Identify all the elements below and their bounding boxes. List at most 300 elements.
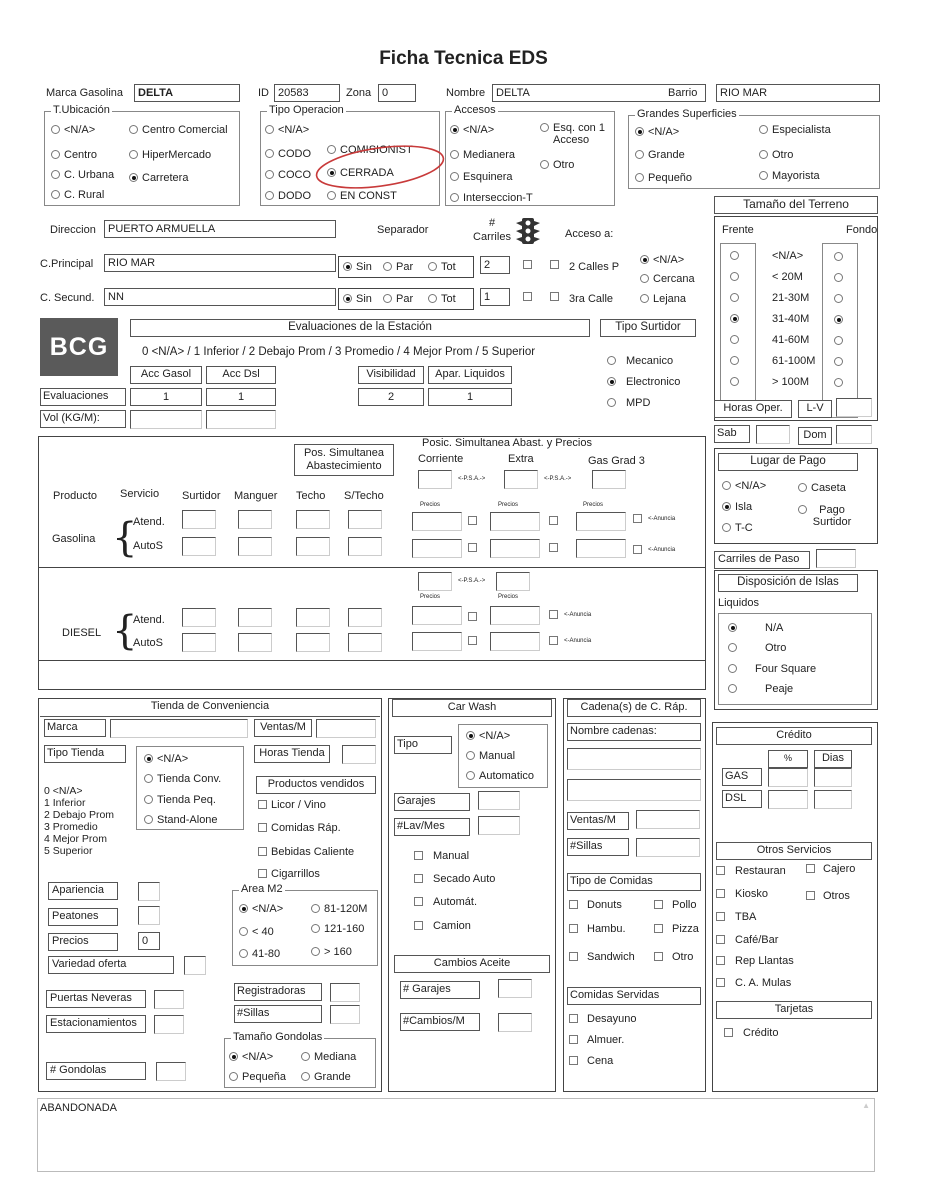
radio-op-en-const[interactable]: EN CONST: [327, 190, 397, 202]
diesel-anuncia-check-2[interactable]: [549, 636, 558, 645]
marca-field[interactable]: DELTA: [134, 84, 240, 102]
gas-manguer-2[interactable]: [238, 537, 272, 556]
otros-title: Otros Servicios: [716, 842, 872, 860]
pago-title: Lugar de Pago: [718, 453, 858, 471]
cambios-field[interactable]: [498, 1013, 532, 1032]
diesel-manguer-2[interactable]: [238, 633, 272, 652]
radio-ubic-carretera[interactable]: Carretera: [129, 172, 188, 184]
tienda-marca-field[interactable]: [110, 719, 248, 738]
radio-gs-na[interactable]: <N/A>: [635, 126, 679, 138]
eval-apar-field[interactable]: 1: [428, 388, 512, 406]
pos-sim-header: Pos. Simultanea Abastecimiento: [294, 444, 394, 476]
sillas-tienda-field[interactable]: [330, 1005, 360, 1024]
radio-op-cerrada[interactable]: CERRADA: [327, 167, 394, 179]
check-cw-camion[interactable]: Camion: [414, 920, 471, 932]
bcg-logo: BCG: [40, 318, 118, 376]
radio-acc-interseccion[interactable]: Interseccion-T: [450, 192, 533, 204]
nombre-cadenas-label: Nombre cadenas:: [567, 723, 701, 741]
gas-precio-2b[interactable]: [490, 539, 540, 558]
credito-title: Crédito: [716, 727, 872, 745]
dsl-credito-label: DSL: [722, 790, 762, 808]
evaluaciones-label: Evaluaciones: [40, 388, 126, 406]
page-title: Ficha Tecnica EDS: [379, 48, 548, 69]
gas-check-2b[interactable]: [549, 543, 558, 552]
precios-field[interactable]: 0: [138, 932, 160, 950]
radio-gond-na[interactable]: <N/A>: [229, 1051, 273, 1063]
handwritten-circle: [310, 142, 450, 192]
check-cw-secado[interactable]: Secado Auto: [414, 873, 495, 885]
dsl-pct-field[interactable]: [768, 790, 808, 809]
cadena-ventas-label: Ventas/M: [567, 812, 629, 830]
gas-techo-2[interactable]: [296, 537, 330, 556]
registradoras-field[interactable]: [330, 983, 360, 1002]
nombre-cadena-field-2[interactable]: [567, 779, 701, 801]
radio-op-na[interactable]: <N/A>: [265, 124, 309, 136]
gas-surtidor-2[interactable]: [182, 537, 216, 556]
aceite-garajes-field[interactable]: [498, 979, 532, 998]
check-cajero[interactable]: Cajero: [806, 863, 855, 875]
cadena-sillas-field[interactable]: [636, 838, 700, 857]
checkbox-principal-2[interactable]: [550, 260, 559, 269]
terreno-row-41-60[interactable]: 41-60M: [730, 334, 854, 346]
precios-label-1: Precios: [420, 502, 441, 508]
psa-top-2[interactable]: [504, 470, 538, 489]
check-desayuno[interactable]: Desayuno: [569, 1013, 637, 1025]
diesel-precio-2a[interactable]: [412, 632, 462, 651]
acc-gasol-header: Acc Gasol: [130, 366, 202, 384]
check-donuts[interactable]: Donuts: [569, 899, 622, 911]
radio-acc-na[interactable]: <N/A>: [450, 124, 494, 136]
horas-oper-label: Horas Oper.: [714, 400, 792, 418]
grandes-superficies-group: [628, 108, 880, 189]
radio-pago-caseta[interactable]: Caseta: [798, 482, 846, 494]
radio-acceso-cercana[interactable]: Cercana: [640, 273, 695, 285]
garajes-label: Garajes: [394, 793, 470, 811]
check-almuer[interactable]: Almuer.: [569, 1034, 624, 1046]
id-label: ID: [258, 87, 269, 99]
radio-ubic-centro[interactable]: Centro: [51, 149, 97, 161]
terreno-row-na[interactable]: <N/A>: [730, 250, 854, 262]
radio-pago-isla[interactable]: Isla: [722, 501, 752, 513]
c-secund-field[interactable]: NN: [104, 288, 336, 306]
eval-acc-dsl-field[interactable]: 1: [206, 388, 276, 406]
check-pizza[interactable]: Pizza: [654, 923, 699, 935]
radio-area-121[interactable]: 121-160: [311, 923, 364, 935]
diesel-precio-1a[interactable]: [412, 606, 462, 625]
col-manguer: Manguer: [234, 490, 278, 502]
diesel-stecho-1[interactable]: [348, 608, 382, 627]
apar-header: Apar. Liquidos: [428, 366, 512, 384]
diesel-surtidor-2[interactable]: [182, 633, 216, 652]
productos-vendidos-title: Productos vendidos: [256, 776, 376, 794]
gas-pct-field[interactable]: [768, 768, 808, 787]
radio-gs-especialista[interactable]: Especialista: [759, 124, 831, 136]
carwash-tipo-label: Tipo: [394, 736, 452, 754]
posic-label: Posic. Simultanea Abast. y Precios: [422, 437, 592, 449]
diesel-psa-1[interactable]: [418, 572, 452, 591]
tipo-comidas-label: Tipo de Comidas: [567, 873, 701, 891]
puertas-label: Puertas Neveras: [46, 990, 146, 1008]
section-divider-2: [38, 660, 706, 661]
check-hambu[interactable]: Hambu.: [569, 923, 626, 935]
gas-precio-1a[interactable]: [412, 512, 462, 531]
marca-label: Marca Gasolina: [46, 87, 124, 99]
variedad-label: Variedad oferta: [48, 956, 174, 974]
gas-precio-1c[interactable]: [576, 512, 626, 531]
gas-check-2a[interactable]: [468, 543, 477, 552]
c-secund-label: C. Secund.: [40, 292, 95, 304]
gas-autos-label: AutoS: [133, 540, 163, 552]
check-otros[interactable]: Otros: [806, 890, 850, 902]
gas-manguer-1[interactable]: [238, 510, 272, 529]
gas-credito-label: GAS: [722, 768, 762, 786]
terreno-row-61-100[interactable]: 61-100M: [730, 355, 854, 367]
accesos-title: Accesos: [454, 104, 496, 116]
check-pollo[interactable]: Pollo: [654, 899, 696, 911]
precios-label-5: Precios: [498, 594, 519, 600]
scale-4: 4 Mejor Prom: [44, 833, 108, 845]
zona-label: Zona: [346, 87, 372, 99]
terreno-title: Tamaño del Terreno: [714, 196, 878, 214]
check-cw-automat[interactable]: Automát.: [414, 896, 477, 908]
direccion-field[interactable]: PUERTO ARMUELLA: [104, 220, 336, 238]
radio-pago-na[interactable]: <N/A>: [722, 480, 766, 492]
radio-acc-esq1[interactable]: Esq. con 1 Acceso: [540, 122, 605, 146]
frente-col: [720, 243, 756, 418]
checkbox-secund-1[interactable]: [523, 292, 532, 301]
zona-field[interactable]: 0: [378, 84, 416, 102]
radio-area-160[interactable]: > 160: [311, 946, 352, 958]
col-servicio: Servicio: [120, 488, 160, 500]
check-sandwich[interactable]: Sandwich: [569, 951, 635, 963]
brace-icon: {: [112, 515, 138, 561]
eval-title: Evaluaciones de la Estación: [130, 319, 590, 337]
radio-gs-mayorista[interactable]: Mayorista: [759, 170, 820, 182]
diesel-atend-label: Atend.: [133, 614, 165, 626]
vol-field-2[interactable]: [206, 410, 276, 429]
vol-label: Vol (KG/M):: [40, 410, 126, 428]
lv-field[interactable]: [836, 398, 872, 417]
area-m2-group: [232, 883, 378, 966]
radio-acceso-na[interactable]: <N/A>: [640, 254, 684, 266]
tienda-marca-label: Marca: [44, 719, 106, 737]
radio-principal-tot[interactable]: Tot: [428, 261, 456, 273]
gas-anuncia-check-1[interactable]: [633, 514, 642, 523]
gas-precio-2c[interactable]: [576, 539, 626, 558]
gas-atend-label: Atend.: [133, 516, 165, 528]
radio-gs-pequeno[interactable]: Pequeño: [635, 172, 692, 184]
diesel-surtidor-1[interactable]: [182, 608, 216, 627]
tipo-operacion-title: Tipo Operacion: [269, 104, 344, 116]
comidas-servidas-label: Comidas Servidas: [567, 987, 701, 1005]
area-m2-title: Area M2: [241, 883, 283, 895]
tienda-tipo-label: Tipo Tienda: [44, 745, 126, 763]
radio-cw-auto[interactable]: Automatico: [466, 770, 534, 782]
carriles-secund-field[interactable]: 1: [480, 288, 510, 306]
radio-ubic-centro-comercial[interactable]: Centro Comercial: [129, 124, 228, 136]
section-divider: [38, 567, 706, 568]
radio-acc-esquinera[interactable]: Esquinera: [450, 171, 513, 183]
radio-acceso-lejana[interactable]: Lejana: [640, 293, 686, 305]
radio-surt-electronico[interactable]: Electronico: [607, 376, 680, 388]
psa-label-1: <-P.S.A.->: [458, 476, 486, 482]
gas-stecho-1[interactable]: [348, 510, 382, 529]
frente-label: Frente: [722, 224, 754, 236]
terreno-row-20[interactable]: < 20M: [730, 271, 854, 283]
diesel-manguer-1[interactable]: [238, 608, 272, 627]
check-otro-comida[interactable]: Otro: [654, 951, 693, 963]
radio-islas-na[interactable]: N/A: [728, 622, 783, 634]
puertas-field[interactable]: [154, 990, 184, 1009]
carriles-paso-field[interactable]: [816, 549, 856, 568]
surtidor-title: Tipo Surtidor: [600, 319, 696, 337]
anuncia-label-3: <-Anuncia: [564, 612, 592, 618]
barrio-label: Barrio: [668, 87, 698, 99]
liquidos-label: Liquidos: [718, 597, 759, 609]
vol-field-1[interactable]: [130, 410, 202, 429]
eval-acc-gasol-field[interactable]: 1: [130, 388, 202, 406]
gas-techo-1[interactable]: [296, 510, 330, 529]
radio-ubic-urbana[interactable]: C. Urbana: [51, 169, 114, 181]
radio-op-dodo[interactable]: DODO: [265, 190, 311, 202]
diesel-techo-2[interactable]: [296, 633, 330, 652]
precios-label-3: Precios: [583, 502, 604, 508]
peatones-label: Peatones: [48, 908, 118, 926]
terreno-row-21-30[interactable]: 21-30M: [730, 292, 854, 304]
carriles-principal-field[interactable]: 2: [480, 256, 510, 274]
checkbox-principal-1[interactable]: [523, 260, 532, 269]
scale-3: 3 Promedio: [44, 821, 98, 833]
diesel-anuncia-check-1[interactable]: [549, 610, 558, 619]
barrio-field[interactable]: RIO MAR: [716, 84, 880, 102]
direccion-label: Direccion: [50, 224, 96, 236]
peatones-field[interactable]: [138, 906, 160, 925]
nombre-cadena-field-1[interactable]: [567, 748, 701, 770]
fondo-label: Fondo: [846, 224, 878, 236]
cadena-ventas-field[interactable]: [636, 810, 700, 829]
col-stecho: S/Techo: [344, 490, 384, 502]
radio-tienda-peq[interactable]: Tienda Peq.: [144, 794, 216, 806]
psa-label-2: <-P.S.A.->: [544, 476, 572, 482]
estac-field[interactable]: [154, 1015, 184, 1034]
check-mulas[interactable]: C. A. Mulas: [716, 977, 791, 989]
radio-principal-par[interactable]: Par: [383, 261, 413, 273]
dom-label: Dom: [798, 427, 832, 445]
dias-header: Dias: [814, 750, 852, 768]
gas-grad-label: Gas Grad 3: [588, 455, 645, 467]
anuncia-label-4: <-Anuncia: [564, 638, 592, 644]
gondolas-field[interactable]: [156, 1062, 186, 1081]
registradoras-label: Registradoras: [234, 983, 322, 1001]
radio-acc-medianera[interactable]: Medianera: [450, 149, 515, 161]
col-producto: Producto: [53, 490, 98, 502]
radio-cw-na[interactable]: <N/A>: [466, 730, 510, 742]
diesel-autos-label: AutoS: [133, 637, 163, 649]
check-cafe[interactable]: Café/Bar: [716, 934, 778, 946]
radio-ubic-rural[interactable]: C. Rural: [51, 189, 104, 201]
radio-gs-otro[interactable]: Otro: [759, 149, 793, 161]
variedad-field[interactable]: [184, 956, 206, 975]
terreno-row-100[interactable]: > 100M: [730, 376, 854, 388]
gas-stecho-2[interactable]: [348, 537, 382, 556]
check-llantas[interactable]: Rep Llantas: [716, 955, 794, 967]
cadena-title: Cadena(s) de C. Ráp.: [567, 699, 701, 717]
carwash-title: Car Wash: [392, 699, 552, 717]
estac-label: Estacionamientos: [46, 1015, 146, 1033]
gas-precio-2a[interactable]: [412, 539, 462, 558]
tarjetas-title: Tarjetas: [716, 1001, 872, 1019]
lav-mes-label: #Lav/Mes: [394, 818, 470, 836]
diesel-check-1a[interactable]: [468, 612, 477, 621]
islas-title: Disposición de Islas: [718, 574, 858, 592]
calles-principal-label: 2 Calles P: [569, 261, 620, 273]
t-ubicacion-title: T.Ubicación: [53, 104, 110, 116]
diesel-techo-1[interactable]: [296, 608, 330, 627]
nombre-label: Nombre: [446, 87, 486, 99]
radio-islas-four-square[interactable]: Four Square: [728, 663, 816, 675]
carriles-label: # Carriles: [473, 217, 511, 243]
scale-0: 0 <N/A>: [44, 785, 83, 797]
precios-label: Precios: [48, 933, 118, 951]
gas-surtidor-1[interactable]: [182, 510, 216, 529]
radio-ubic-hipermercado[interactable]: HiperMercado: [129, 149, 211, 161]
radio-gond-pequena[interactable]: Pequeña: [229, 1071, 286, 1083]
radio-ubic-na[interactable]: <N/A>: [51, 124, 95, 136]
radio-gond-grande[interactable]: Grande: [301, 1071, 351, 1083]
check-cena[interactable]: Cena: [569, 1055, 613, 1067]
aceite-title: Cambios Aceite: [394, 955, 550, 973]
gas-dias-field[interactable]: [814, 768, 852, 787]
sillas-tienda-label: #Sillas: [234, 1005, 322, 1023]
radio-gs-grande[interactable]: Grande: [635, 149, 685, 161]
radio-tienda-conv[interactable]: Tienda Conv.: [144, 773, 221, 785]
eval-legend: 0 <N/A> / 1 Inferior / 2 Debajo Prom / 3 Promedio / 4 Mejor Prom / 5 Superior: [142, 346, 536, 358]
diesel-stecho-2[interactable]: [348, 633, 382, 652]
radio-surt-mecanico[interactable]: Mecanico: [607, 355, 673, 367]
check-licor[interactable]: Licor / Vino: [258, 799, 326, 811]
id-field[interactable]: 20583: [274, 84, 340, 102]
radio-area-na[interactable]: <N/A>: [239, 903, 283, 915]
radio-tienda-na[interactable]: <N/A>: [144, 753, 188, 765]
check-cw-manual[interactable]: Manual: [414, 850, 469, 862]
tienda-title: Tienda de Conveniencia: [40, 699, 380, 717]
apariencia-label: Apariencia: [48, 882, 118, 900]
radio-secund-tot[interactable]: Tot: [428, 293, 456, 305]
lv-label: L-V: [798, 400, 832, 418]
check-cigarrillos[interactable]: Cigarrillos: [258, 868, 320, 880]
nombre-field[interactable]: DELTA: [492, 84, 706, 102]
gondolas-label: # Gondolas: [46, 1062, 146, 1080]
psa-top-3[interactable]: [592, 470, 626, 489]
radio-secund-par[interactable]: Par: [383, 293, 413, 305]
radio-op-codo[interactable]: CODO: [265, 148, 311, 160]
radio-islas-peaje[interactable]: Peaje: [728, 683, 793, 695]
notes-field[interactable]: [37, 1098, 875, 1172]
check-tarjeta-credito[interactable]: Crédito: [724, 1027, 778, 1039]
t-ubicacion-group: [44, 104, 240, 206]
c-principal-field[interactable]: RIO MAR: [104, 254, 336, 272]
dsl-dias-field[interactable]: [814, 790, 852, 809]
sab-field[interactable]: [756, 425, 790, 444]
scroll-up-icon[interactable]: ▲: [862, 1101, 870, 1110]
check-tba[interactable]: TBA: [716, 911, 756, 923]
check-comidas-rap[interactable]: Comidas Ráp.: [258, 822, 341, 834]
radio-area-40[interactable]: < 40: [239, 926, 274, 938]
separador-label: Separador: [377, 224, 429, 236]
diesel-psa-2[interactable]: [496, 572, 530, 591]
check-kiosko[interactable]: Kiosko: [716, 888, 768, 900]
pct-header: %: [768, 750, 808, 768]
gas-anuncia-check-2[interactable]: [633, 545, 642, 554]
horas-tienda-field[interactable]: [342, 745, 376, 764]
psa-top-1[interactable]: [418, 470, 452, 489]
calles-secund-label: 3ra Calle: [569, 293, 614, 305]
diesel-label: DIESEL: [62, 627, 102, 639]
check-restauran[interactable]: Restauran: [716, 865, 786, 877]
garajes-field[interactable]: [478, 791, 520, 810]
anuncia-label-1: <-Anuncia: [648, 516, 676, 522]
radio-op-coco[interactable]: COCO: [265, 169, 311, 181]
radio-islas-otro[interactable]: Otro: [728, 642, 786, 654]
terreno-row-31-40[interactable]: 31-40M: [730, 313, 854, 325]
radio-area-41[interactable]: 41-80: [239, 948, 280, 960]
tamano-gondolas-group: [224, 1031, 376, 1088]
grandes-title: Grandes Superficies: [637, 108, 737, 120]
tienda-ventas-label: Ventas/M: [254, 719, 312, 737]
radio-gond-mediana[interactable]: Mediana: [301, 1051, 356, 1063]
gas-check-1b[interactable]: [549, 516, 558, 525]
cadena-sillas-label: #Sillas: [567, 838, 629, 856]
scale-5: 5 Superior: [44, 845, 93, 857]
notes-text: ABANDONADA: [40, 1102, 118, 1114]
radio-surt-mpd[interactable]: MPD: [607, 397, 650, 409]
aceite-garajes-label: # Garajes: [400, 981, 480, 999]
check-bebidas[interactable]: Bebidas Caliente: [258, 846, 354, 858]
radio-pago-tc[interactable]: T-C: [722, 522, 753, 534]
gondolas-title: Tamaño Gondolas: [233, 1031, 323, 1043]
diesel-precio-1b[interactable]: [490, 606, 540, 625]
lav-mes-field[interactable]: [478, 816, 520, 835]
radio-secund-sin[interactable]: Sin: [343, 293, 372, 305]
apariencia-field[interactable]: [138, 882, 160, 901]
radio-op-comisionist[interactable]: COMISIONIST: [327, 144, 413, 156]
horas-tienda-label: Horas Tienda: [254, 745, 330, 763]
radio-cw-manual[interactable]: Manual: [466, 750, 515, 762]
scale-1: 1 Inferior: [44, 797, 86, 809]
accesos-group: [445, 104, 615, 206]
precios-label-4: Precios: [420, 594, 441, 600]
diesel-precio-2b[interactable]: [490, 632, 540, 651]
tienda-ventas-field[interactable]: [316, 719, 376, 738]
corriente-label: Corriente: [418, 453, 464, 465]
radio-pago-surtidor[interactable]: Pago Surtidor: [798, 504, 853, 528]
radio-tienda-stand[interactable]: Stand-Alone: [144, 814, 218, 826]
gas-precio-1b[interactable]: [490, 512, 540, 531]
dom-field[interactable]: [836, 425, 872, 444]
anuncia-label-2: <-Anuncia: [648, 547, 676, 553]
carriles-paso-label: Carriles de Paso: [714, 551, 810, 569]
diesel-check-2a[interactable]: [468, 636, 477, 645]
gas-check-1a[interactable]: [468, 516, 477, 525]
brace-icon-2: {: [112, 608, 138, 654]
cambios-label: #Cambios/M: [400, 1013, 480, 1031]
radio-acc-otro[interactable]: Otro: [540, 159, 574, 171]
checkbox-secund-2[interactable]: [550, 292, 559, 301]
radio-principal-sin[interactable]: Sin: [343, 261, 372, 273]
sab-label: Sab: [714, 425, 750, 443]
radio-area-81[interactable]: 81-120M: [311, 903, 367, 915]
eval-visibilidad-field[interactable]: 2: [358, 388, 424, 406]
